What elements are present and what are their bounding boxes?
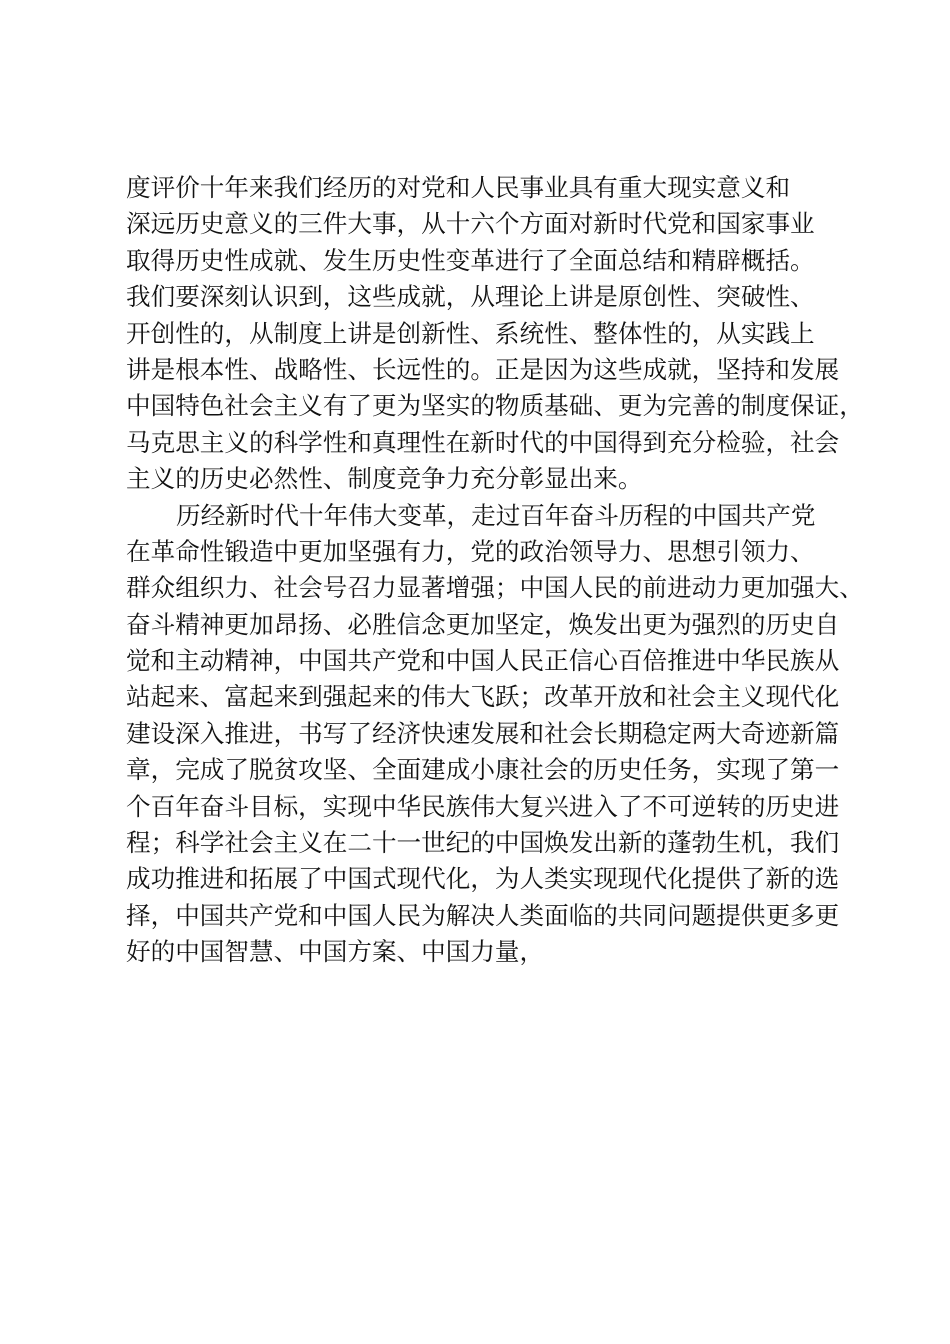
text-line: 程；科学社会主义在二十一世纪的中国焕发出新的蓬勃生机，我们 [126, 828, 840, 858]
text-line: 建设深入推进，书写了经济快速发展和社会长期稳定两大奇迹新篇 [126, 718, 840, 748]
text-line: 成功推进和拓展了中国式现代化，为人类实现现代化提供了新的选 [126, 864, 840, 894]
text-line: 个百年奋斗目标，实现中华民族伟大复兴进入了不可逆转的历史进 [126, 791, 840, 821]
text-line: 深远历史意义的三件大事，从十六个方面对新时代党和国家事业 [126, 209, 815, 239]
text-line: 讲是根本性、战略性、长远性的。正是因为这些成就，坚持和发展 [126, 354, 840, 384]
text-line: 觉和主动精神，中国共产党和中国人民正信心百倍推进中华民族从 [126, 646, 840, 676]
text-line: 我们要深刻认识到，这些成就，从理论上讲是原创性、突破性、 [126, 282, 815, 312]
text-line: 好的中国智慧、中国方案、中国力量， [126, 937, 545, 967]
text-line: 择，中国共产党和中国人民为解决人类面临的共同问题提供更多更 [126, 900, 840, 930]
text-line: 马克思主义的科学性和真理性在新时代的中国得到充分检验，社会 [126, 427, 840, 457]
paragraph-2 [126, 498, 864, 971]
text-line: 站起来、富起来到强起来的伟大飞跃；改革开放和社会主义现代化 [126, 682, 840, 712]
body-text [126, 170, 864, 971]
paragraph-1 [126, 170, 864, 498]
text-line: 取得历史性成就、发生历史性变革进行了全面总结和精辟概括。 [126, 245, 815, 275]
text-line: 中国特色社会主义有了更为坚实的物质基础、更为完善的制度保证， [126, 391, 864, 421]
text-line: 章，完成了脱贫攻坚、全面建成小康社会的历史任务，实现了第一 [126, 755, 840, 785]
text-line: 主义的历史必然性、制度竞争力充分彰显出来。 [126, 464, 643, 494]
text-line: 度评价十年来我们经历的对党和人民事业具有重大现实意义和 [126, 173, 791, 202]
text-line: 群众组织力、社会号召力显著增强；中国人民的前进动力更加强大、 [126, 573, 864, 603]
text-line: 在革命性锻造中更加坚强有力，党的政治领导力、思想引领力、 [126, 536, 815, 566]
text-line-first: 历经新时代十年伟大变革，走过百年奋斗历程的中国共产党 [176, 500, 816, 530]
text-line: 奋斗精神更加昂扬、必胜信念更加坚定，焕发出更为强烈的历史自 [126, 609, 840, 639]
text-line: 开创性的，从制度上讲是创新性、系统性、整体性的，从实践上 [126, 318, 815, 348]
